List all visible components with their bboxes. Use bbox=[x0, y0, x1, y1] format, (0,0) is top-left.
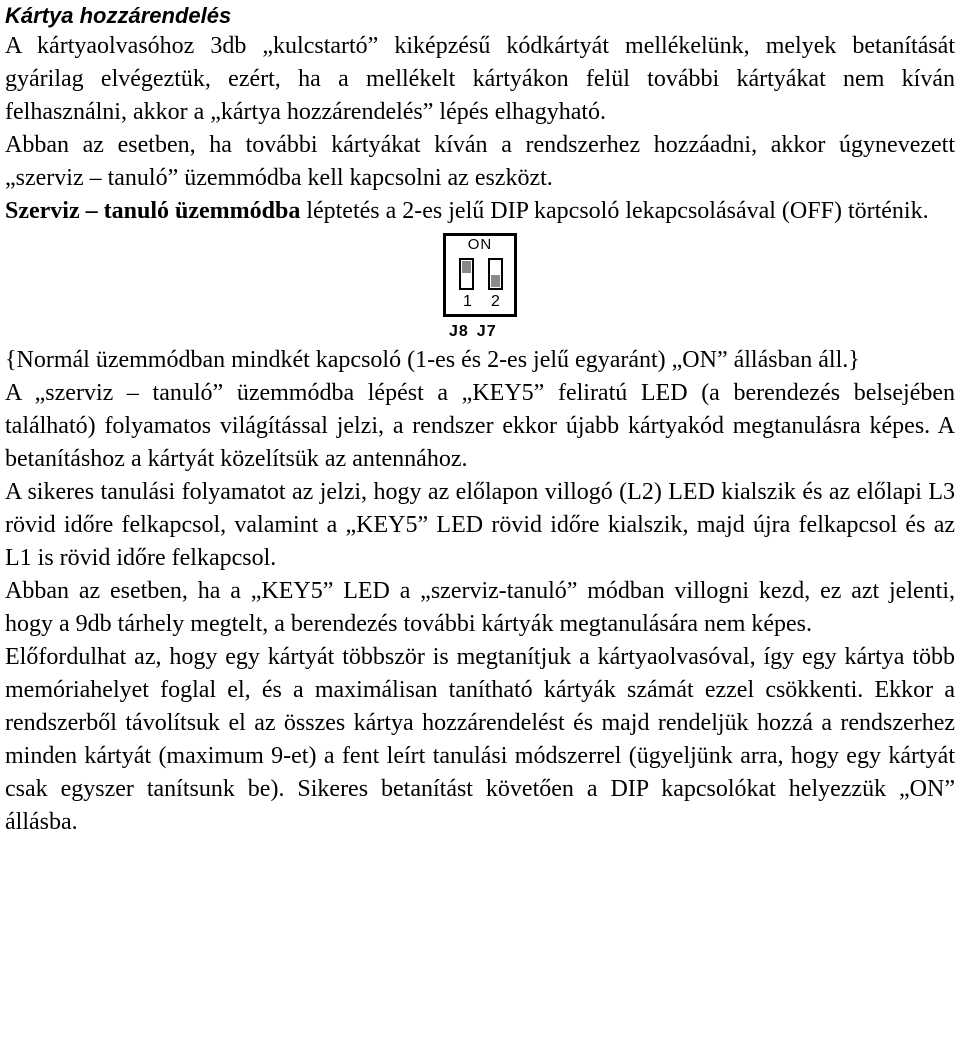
dip-switch-1-number: 1 bbox=[463, 293, 472, 310]
section-title: Kártya hozzárendelés bbox=[5, 3, 232, 28]
paragraph-intro: A kártyaolvasóhoz 3db „kulcstartó” kiképzésű kódkártyát mellékelünk, melyek betanítását gyárilag elvégeztük, ezért, ha a mellékelt kártyákon felül további kártyákat nem kíván felhasználni, akkor a „kártya hozzárendelés” lépés elhagyható. bbox=[5, 33, 955, 125]
dip-on-label: ON bbox=[467, 236, 493, 253]
paragraph-service-mode bbox=[5, 195, 955, 228]
paragraph-additional-cards: Abban az esetben, ha további kártyákat kíván a rendszerhez hozzáadni, akkor úgynevezett „szerviz – tanuló” üzemmódba kell kapcsolni az eszközt. bbox=[5, 132, 955, 191]
jumper-j8-label: J8 bbox=[449, 323, 469, 340]
dip-switch-2-lever bbox=[491, 275, 500, 287]
paragraph-key5-indicator: A „szerviz – tanuló” üzemmódba lépést a „KEY5” feliratú LED (a berendezés belsejében található) folyamatos világítással jelzi, a rendszer ekkor újabb kártyakód megtanulásra képes. A betanításhoz a kártyát közelítsük az antennához. bbox=[5, 380, 955, 472]
dip-switch-2-number: 2 bbox=[491, 293, 500, 310]
jumper-labels bbox=[449, 323, 497, 341]
paragraph-memory-full: Abban az esetben, ha a „KEY5” LED a „szerviz-tanuló” módban villogni kezd, ez azt jelenti, hogy a 9db tárhely megtelt, a berendezés további kártyák megtanulására nem képes. bbox=[5, 578, 955, 637]
dip-switch-2 bbox=[488, 258, 503, 290]
paragraph-success-indication: A sikeres tanulási folyamatot az jelzi, hogy az előlapon villogó (L2) LED kialszik és az előlapi L3 rövid időre felkapcsol, valamint a „KEY5” LED rövid időre kialszik, majd újra felkapcsol és az L1 is rövid időre felkapcsol. bbox=[5, 479, 955, 571]
dip-switch-figure bbox=[5, 229, 955, 344]
dip-switch-1 bbox=[459, 258, 474, 290]
jumper-j7-label: J7 bbox=[476, 323, 497, 340]
service-mode-bold-text: Szerviz – tanuló üzemmódba bbox=[5, 198, 301, 224]
document-page bbox=[5, 0, 955, 839]
paragraph-normal-mode: {Normál üzemmódban mindkét kapcsoló (1-es és 2-es jelű egyaránt) „ON” állásban áll.} bbox=[5, 347, 860, 373]
service-mode-text: léptetés a 2-es jelű DIP kapcsoló lekapcsolásával (OFF) történik. bbox=[300, 198, 929, 224]
paragraph-reset-procedure: Előfordulhat az, hogy egy kártyát többször is megtanítjuk a kártyaolvasóval, így egy kártya több memóriahelyet foglal el, és a maximálisan tanítható kártyák számát ezzel csökkenti. Ekkor a rendszerből távolítsuk el az összes kártya hozzárendelést és majd rendeljük hozzá a rendszerhez minden kártyát (maximum 9-et) a fent leírt tanulási módszerrel (ügyeljünk arra, hogy egy kártyát csak egyszer tanítsunk be). Sikeres betanítást követően a DIP kapcsolókat helyezzük „ON” állásba. bbox=[5, 644, 955, 835]
dip-switch-1-lever bbox=[462, 261, 471, 273]
dip-switch-block bbox=[443, 233, 517, 317]
